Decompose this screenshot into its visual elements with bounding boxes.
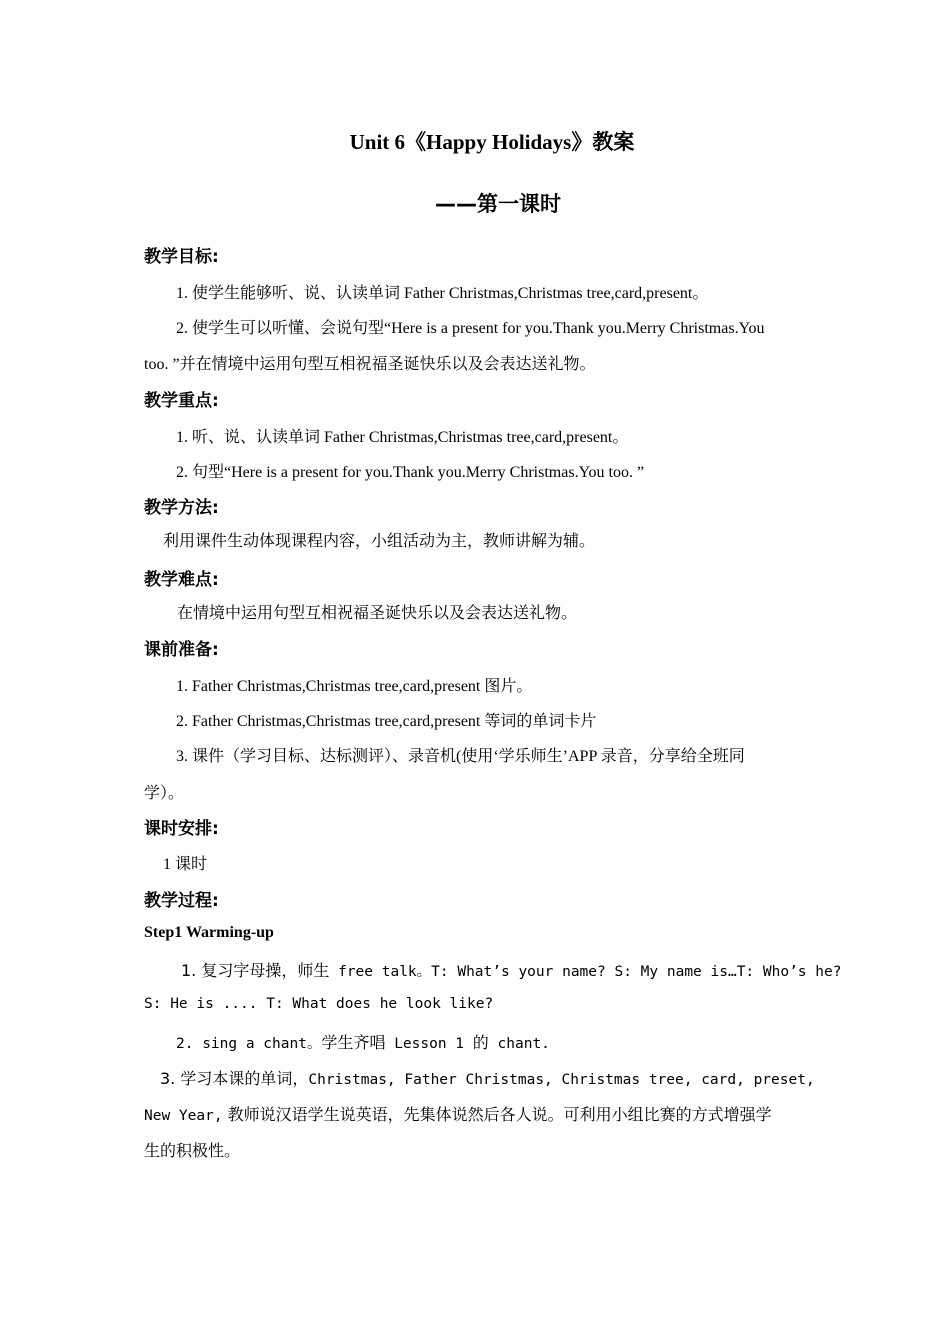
section-heading-methods: 教学方法: (144, 498, 219, 518)
process-item-3-line-2 (144, 1102, 772, 1125)
difficulties-text: 在情境中运用句型互相祝福圣诞快乐以及会表达送礼物。 (177, 603, 578, 622)
process-item-3-line-1 (160, 1066, 815, 1089)
process-item-2-part-c: Lesson 1 (385, 1036, 473, 1052)
process-item-2-part-a: 2. sing a chant。 (176, 1036, 322, 1052)
preparation-item-2: 2. Father Christmas,Christmas tree,card,present 等词的单词卡片 (176, 713, 597, 730)
process-item-2-part-d: 的 (472, 1033, 489, 1052)
process-item-3-line-2-part-a: New Year, (144, 1108, 223, 1124)
step-1-title: Step1 Warming-up (144, 924, 274, 941)
goals-item-2-line-1: 2. 使学生可以听懂、会说句型“Here is a present for you.Thank you.Merry Christmas.You (176, 320, 765, 337)
process-item-2-part-e: chant. (488, 1036, 550, 1052)
process-item-3-part-a: 3. 学习本课的单词， (160, 1069, 309, 1088)
process-item-3-part-b: Christmas, Father Christmas, Christmas tree, card, preset, (308, 1072, 815, 1088)
section-heading-difficulties: 教学难点: (144, 570, 219, 590)
process-item-1-part-a: 1. 复习字母操，师生 (181, 961, 330, 980)
key-points-item-2: 2. 句型“Here is a present for you.Thank you.Merry Christmas.You too. ” (176, 464, 645, 481)
methods-text: 利用课件生动体现课程内容，小组活动为主，教师讲解为辅。 (163, 531, 596, 550)
section-heading-schedule: 课时安排: (144, 819, 219, 839)
goals-item-1: 1. 使学生能够听、说、认读单词 Father Christmas,Christmas tree,card,present。 (176, 285, 709, 302)
process-item-2 (176, 1030, 550, 1053)
section-heading-goals: 教学目标: (144, 247, 219, 267)
section-heading-key-points: 教学重点: (144, 391, 219, 411)
preparation-item-1: 1. Father Christmas,Christmas tree,card,present 图片。 (176, 678, 533, 695)
section-heading-process: 教学过程: (144, 891, 219, 911)
process-item-3-line-3: 生的积极性。 (144, 1141, 241, 1160)
process-item-1-line-2: S: He is .... T: What does he look like? (144, 996, 494, 1012)
section-heading-preparation: 课前准备: (144, 640, 219, 660)
process-item-2-part-b: 学生齐唱 (321, 1033, 386, 1052)
process-item-3-line-2-part-b: 教师说汉语学生说英语，先集体说然后各人说。可利用小组比赛的方式增强学 (222, 1105, 772, 1124)
process-item-1-part-b: free talk。T: What’s your name? S: My name is…T: Who’s he? (329, 964, 842, 980)
document-subtitle: ——第一课时 (435, 192, 561, 216)
key-points-item-1: 1. 听、说、认读单词 Father Christmas,Christmas tree,card,present。 (176, 429, 629, 446)
process-item-1-line-1 (181, 958, 841, 981)
preparation-item-3-line-1: 3. 课件（学习目标、达标测评）、录音机(使用‘学乐师生’APP 录音，分享给全班同 (176, 748, 745, 765)
document-title: Unit 6《Happy Holidays》教案 (349, 130, 635, 154)
preparation-item-3-line-2: 学）。 (144, 783, 185, 802)
schedule-text: 1 课时 (163, 856, 208, 873)
goals-item-2-line-2: too. ”并在情境中运用句型互相祝福圣诞快乐以及会表达送礼物。 (144, 356, 596, 373)
